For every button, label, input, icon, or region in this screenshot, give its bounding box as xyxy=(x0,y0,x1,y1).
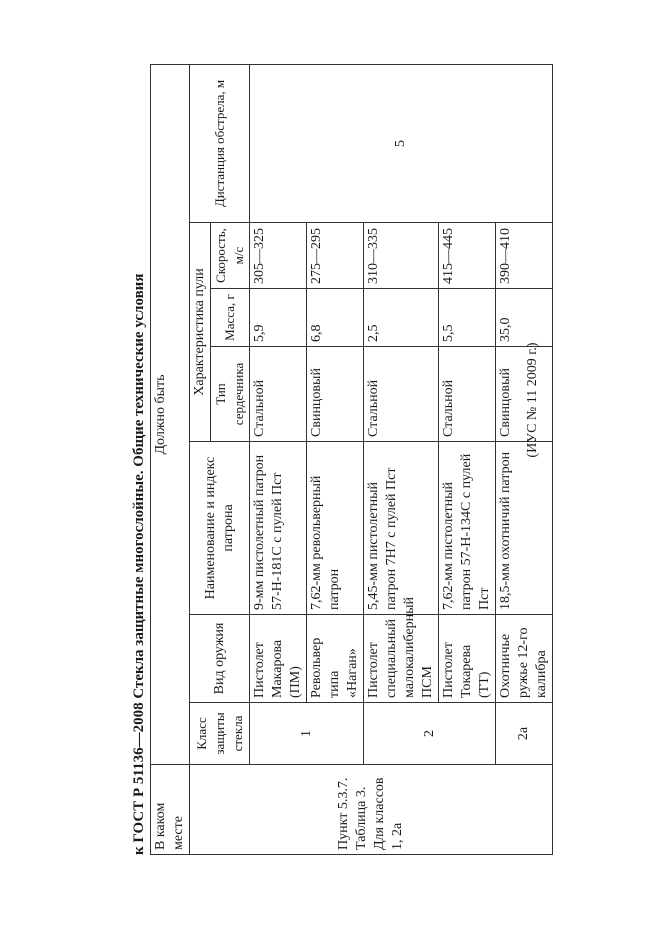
cartridge-cell: 7,62-мм пистолетный патрон 57-Н-134С с пулей Пст xyxy=(439,442,496,615)
weapon-cell: Пистолет Макарова (ПМ) xyxy=(250,615,307,703)
cartridge-cell: 9-мм пистолетный патрон 57-Н-181С с пулей Пст xyxy=(250,442,307,615)
header-mass: Масса, г xyxy=(211,289,250,347)
core-cell: Стальной xyxy=(439,347,496,442)
speed-cell: 305—325 xyxy=(250,223,307,289)
class-cell: 2а xyxy=(496,703,553,765)
header-class: Класс защиты стекла xyxy=(190,703,250,765)
distance-cell: 5 xyxy=(250,64,553,222)
table-header-row-1 xyxy=(190,64,211,854)
mass-cell: 5,9 xyxy=(250,289,307,347)
rotated-page xyxy=(128,65,548,855)
header-weapon: Вид оружия xyxy=(190,615,250,703)
class-cell: 2 xyxy=(364,703,496,765)
core-cell: Стальной xyxy=(364,347,439,442)
mass-cell: 35,0 xyxy=(496,289,553,347)
cartridge-cell: 7,62-мм револьверный патрон xyxy=(307,442,364,615)
class-cell: 1 xyxy=(250,703,364,765)
header-distance: Дистанция обстрела, м xyxy=(190,64,250,222)
header-where: В каком месте xyxy=(151,765,190,855)
mass-cell: 2,5 xyxy=(364,289,439,347)
core-cell: Свинцовый xyxy=(307,347,364,442)
amendment-table xyxy=(150,64,553,855)
speed-cell: 390—410 xyxy=(496,223,553,289)
document-title: к ГОСТ Р 51136—2008 Стекла защитные многослойные. Общие технические условия xyxy=(131,273,147,855)
header-bullet: Характеристика пули xyxy=(190,223,211,442)
mass-cell: 5,5 xyxy=(439,289,496,347)
weapon-cell: Охотничье ружье 12-го калибра xyxy=(496,615,553,703)
header-cartridge: Наименование и индекс патрона xyxy=(190,442,250,615)
table-header-top-row xyxy=(151,64,190,854)
cartridge-cell: 18,5-мм охотничий патрон xyxy=(496,442,553,615)
cartridge-cell: 5,45-мм пистолетный патрон 7Н7 с пулей Пст xyxy=(364,442,439,615)
weapon-cell: Пистолет специальный малокалиберный ПСМ xyxy=(364,615,439,703)
weapon-cell: Револьвер типа «Наган» xyxy=(307,615,364,703)
core-cell: Стальной xyxy=(250,347,307,442)
header-speed: Скорость, м/с xyxy=(211,223,250,289)
speed-cell: 415—445 xyxy=(439,223,496,289)
footnote: (ИУС № 11 2009 г.) xyxy=(525,342,540,458)
speed-cell: 310—335 xyxy=(364,223,439,289)
table-row xyxy=(250,64,307,854)
speed-cell: 275—295 xyxy=(307,223,364,289)
core-cell: Свинцовый xyxy=(496,347,553,442)
header-should: Должно быть xyxy=(151,64,190,764)
weapon-cell: Пистолет Токарева (ТТ) xyxy=(439,615,496,703)
header-core: Тип сердечника xyxy=(211,347,250,442)
location-cell: Пункт 5.3.7. Таблица 3. Для классов 1, 2а xyxy=(190,765,553,855)
mass-cell: 6,8 xyxy=(307,289,364,347)
